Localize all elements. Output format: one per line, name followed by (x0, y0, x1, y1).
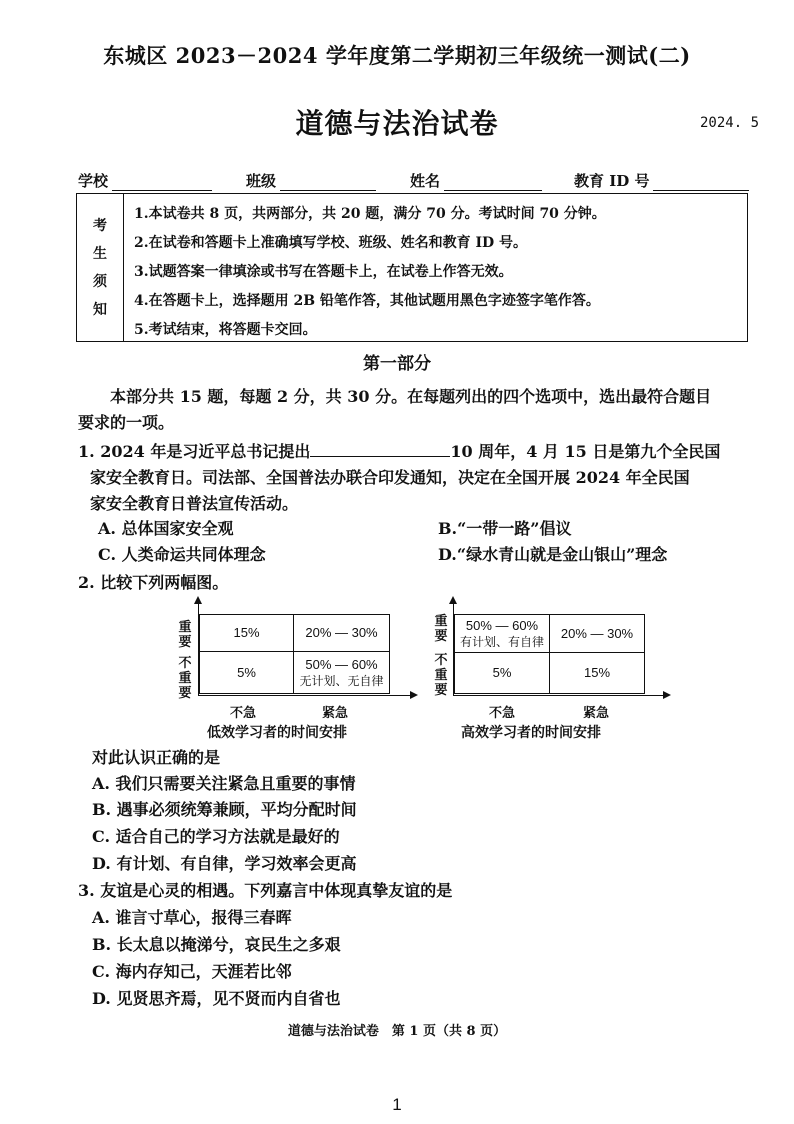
right-x-urgent: 紧急 (583, 706, 610, 721)
right-cell-unimportant-not-urgent: 5% (454, 652, 550, 694)
school-label: 学校 (78, 172, 109, 190)
notice-item: 3.试题答案一律填涂或书写在答题卡上，在试卷上作答无效。 (134, 264, 513, 280)
q1-option-a[interactable]: A. 总体国家安全观 (98, 519, 234, 538)
right-x-arrow-icon (663, 691, 671, 699)
notice-item: 4.在答题卡上，选择题用 2B 铅笔作答，其他试题用黑色字迹签字笔作答。 (134, 293, 600, 309)
q1-option-b[interactable]: B.“一带一路”倡议 (438, 519, 572, 538)
part-intro-line1: 本部分共 15 题，每题 2 分，共 30 分。在每题列出的四个选项中，选出最符合题目 (110, 387, 712, 406)
notice-item: 1.本试卷共 8 页，共两部分，共 20 题，满分 70 分。考试时间 70 分钟。 (134, 206, 606, 222)
notice-items (124, 194, 747, 341)
education-id-label: 教育 ID 号 (574, 172, 650, 190)
right-y-unimportant: 不重要 (434, 653, 448, 698)
left-cell-unimportant-urgent: 50% — 60% 无计划、无自律 (293, 651, 390, 694)
notice-side-label: 考 生 须 知 (77, 194, 124, 341)
left-x-arrow-icon (410, 691, 418, 699)
right-y-important: 重要 (434, 614, 448, 644)
page-footer: 道德与法治试卷 第 1 页（共 8 页） (287, 1024, 507, 1039)
q1-option-d[interactable]: D.“绿水青山就是金山银山”理念 (438, 545, 668, 564)
part-one-title: 第一部分 (363, 354, 431, 374)
right-cell-important-not-urgent: 50% — 60% 有计划、有自律 (454, 614, 550, 653)
left-y-important: 重要 (178, 620, 192, 650)
q3-stem: 3. 友谊是心灵的相遇。下列嘉言中体现真挚友谊的是 (78, 881, 453, 900)
right-cell-important-urgent: 20% — 30% (549, 614, 645, 653)
left-chart-caption: 低效学习者的时间安排 (207, 725, 347, 741)
q1-line1: 1. 2024 年是习近平总书记提出 10 周年，4 月 15 日是第九个全民国 (78, 442, 721, 461)
left-x-urgent: 紧急 (322, 706, 349, 721)
right-x-not-urgent: 不急 (489, 706, 516, 721)
q3-option-b[interactable]: B. 长太息以掩涕兮，哀民生之多艰 (92, 935, 341, 954)
q2-option-b[interactable]: B. 遇事必须统筹兼顾，平均分配时间 (92, 800, 357, 819)
subject-title: 道德与法治试卷 (295, 107, 499, 140)
right-chart-caption: 高效学习者的时间安排 (461, 725, 601, 741)
school-field[interactable] (78, 170, 212, 191)
left-x-not-urgent: 不急 (230, 706, 257, 721)
right-cell-unimportant-urgent: 15% (549, 652, 645, 694)
q1-answer-blank (310, 442, 450, 457)
q3-option-d[interactable]: D. 见贤思齐焉，见不贤而内自省也 (92, 989, 341, 1008)
education-id-field[interactable] (574, 170, 749, 191)
q1-option-c[interactable]: C. 人类命运共同体理念 (98, 545, 266, 564)
name-label: 姓名 (410, 172, 441, 190)
class-label: 班级 (246, 172, 277, 190)
left-cell-important-not-urgent: 15% (199, 614, 294, 652)
left-cell-important-urgent: 20% — 30% (293, 614, 390, 652)
page-number: 1 (392, 1095, 402, 1114)
exam-date: 2024. 5 (700, 115, 760, 131)
candidate-notice-box (76, 193, 748, 342)
q3-option-a[interactable]: A. 谁言寸草心，报得三春晖 (92, 908, 292, 927)
name-field[interactable] (410, 170, 542, 191)
q2-option-a[interactable]: A. 我们只需要关注紧急且重要的事情 (92, 774, 356, 793)
q2-option-c[interactable]: C. 适合自己的学习方法就是最好的 (92, 827, 340, 846)
q2-option-d[interactable]: D. 有计划、有自律，学习效率会更高 (92, 854, 357, 873)
notice-item: 5.考试结束，将答题卡交回。 (134, 322, 317, 338)
left-cell-unimportant-not-urgent: 5% (199, 651, 294, 694)
class-field[interactable] (246, 170, 376, 191)
q3-option-c[interactable]: C. 海内存知己，天涯若比邻 (92, 962, 292, 981)
part-intro-line2: 要求的一项。 (78, 413, 175, 432)
q2-stem: 2. 比较下列两幅图。 (78, 573, 229, 592)
left-y-unimportant: 不重要 (178, 656, 192, 701)
exam-title: 东城区 2023－2024 学年度第二学期初三年级统一测试(二) (103, 43, 691, 68)
q2-prompt: 对此认识正确的是 (92, 748, 221, 767)
q1-line2: 家安全教育日。司法部、全国普法办联合印发通知，决定在全国开展 2024 年全民国 (90, 468, 690, 487)
notice-item: 2.在试卷和答题卡上准确填写学校、班级、姓名和教育 ID 号。 (134, 235, 528, 251)
q1-line3: 家安全教育日普法宣传活动。 (90, 494, 299, 513)
